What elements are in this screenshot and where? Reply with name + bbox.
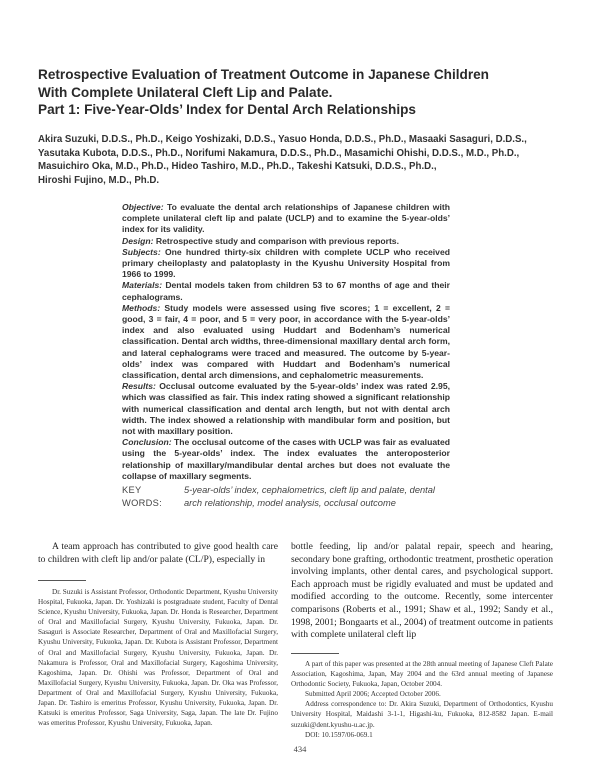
article-notes [291, 659, 553, 740]
results-text: Occlusal outcome evaluated by the 5-year-olds’ index was rated 2.95, which was classified as fair. This index rating showed a significant relationship with numerical classification and dental arch length, but not with dental arch width. The index showed a relationship with mandibular form and position, but not with maxillary position. [122, 381, 450, 437]
objective-label: Objective: [122, 202, 164, 212]
abstract-subjects [122, 247, 450, 281]
article-title [38, 66, 563, 119]
submission-dates: Submitted April 2006; Accepted October 2006. [305, 690, 441, 699]
authors-line-4: Hiroshi Fujino, M.D., Ph.D. [38, 175, 160, 187]
subjects-label: Subjects: [122, 246, 161, 257]
materials-text: Dental models taken from children 53 to 67 months of age and their cephalograms. [122, 280, 450, 302]
abstract-materials [122, 280, 450, 302]
keywords-label: KEY WORDS: [122, 485, 163, 508]
authors-line-3: Masuichiro Oka, M.D., Ph.D., Hideo Tashiro, M.D., Ph.D., Takeshi Katsuki, D.D.S., Ph.D., [38, 161, 437, 173]
authors-line-2: Yasutaka Kubota, D.D.S., Ph.D., Norifumi Nakamura, D.D.S., Ph.D., Masamichi Ohishi, D.D.S., M.D., Ph.D., [38, 147, 520, 159]
body-paragraph: bottle feeding, lip and/or palatal repair, speech and hearing, secondary bone grafting, orthodontic treatment, prosthetic operation involving implants, other dental cares, and psychological support. Each approach must be rigidly evaluated and must be updated and modified according to the outcome. Recently, some intercenter comparisons (Roberts et al., 1991; Shaw et al., 1992; Sandy et al., 1998, 2001; Bongaarts et al., 2004) of treatment outcome in patients with complete unilateral cleft lip [291, 541, 553, 641]
materials-label: Materials: [122, 280, 163, 291]
conclusion-label: Conclusion: [122, 437, 172, 448]
affiliations-footnote [38, 587, 278, 728]
footnote-divider [38, 580, 86, 581]
abstract-design [122, 236, 450, 247]
author-list [38, 133, 568, 188]
abstract [122, 202, 450, 482]
title-line-3: Part 1: Five-Year-Olds’ Index for Dental Arch Relationships [38, 102, 416, 117]
notes-divider [291, 653, 339, 654]
abstract-results [122, 381, 450, 437]
results-label: Results: [122, 381, 156, 392]
methods-label: Methods: [122, 302, 161, 313]
conclusion-text: The occlusal outcome of the cases with UCLP was fair as evaluated using the 5-year-olds’ index. The index evaluates the anteroposterior relationship of maxillary/mandibular dental arches but does not evaluate the collapse of maxillary segments. [122, 437, 450, 481]
keywords-text: 5-year-olds’ index, cephalometrics, cleft lip and palate, dental arch relationship, model analysis, occlusal outcome [184, 485, 435, 508]
design-text: Retrospective study and comparison with previous reports. [153, 235, 399, 246]
correspondence-address: Address correspondence to: Dr. Akira Suzuki, Department of Orthodontics, Kyushu University Hospital, Maidashi 3-1-1, Higashi-ku, Fukuoka, 812-8582 Japan. E-mail suzuki@dent.kyushu-u.ac.jp. [291, 700, 553, 729]
subjects-text: One hundred thirty-six children with complete UCLP who received primary cheiloplasty and palatoplasty in the Kyushu University Hospital from 1966 to 1999. [122, 246, 450, 280]
abstract-methods [122, 303, 450, 381]
abstract-conclusion [122, 437, 450, 482]
body-column-left [38, 541, 278, 566]
objective-text: To evaluate the dental arch relationships of Japanese children with complete unilateral cleft lip and palate (UCLP) and to examine the 5-year-olds’ index for its validity. [122, 202, 450, 235]
body-column-right [291, 541, 553, 642]
affiliations-text: Dr. Suzuki is Assistant Professor, Orthodontic Department, Kyushu University Hospital, Fukuoka, Japan. Dr. Yoshizaki is postgraduate student, Faculty of Dental Science, Kyushu University, Fukuoka, Japan. Dr. Honda is Researcher, Department of Oral and Maxillofacial Surgery, Kyushu University, Fukuoka, Japan. Dr. Sasaguri is Associate Researcher, Department of Oral and Maxillofacial Surgery, Kyushu University, Fukuoka, Japan. Dr. Kubota is Assistant Professor, Department of Oral and Maxillofacial Surgery, Kyushu University, Fukuoka, Japan. Dr. Nakamura is Professor, Oral and Maxillofacial Surgery, Kagoshima University, Kagoshima, Japan. Dr. Ohishi was Professor, Department of Oral and Maxillofacial Surgery, Kyushu University, Fukuoka, Japan. Dr. Oka was Professor, Department of Oral and Maxillofacial Surgery, Kyushu University, Fukuoka, Japan. Dr. Tashiro is emeritus Professor, Kyushu University, Fukuoka, Japan. Dr. Katsuki is emeritus Professor, Saga University, Saga, Japan. The late Dr. Fujino was emeritus Professor, Kyushu University, Fukuoka, Japan. [38, 588, 278, 728]
abstract-objective [122, 202, 450, 236]
page-number: 434 [293, 744, 307, 754]
methods-text: Study models were assessed using five scores; 1 = excellent, 2 = good, 3 = fair, 4 = poor, and 5 = very poor, in accordance with the 5-year-olds’ index and also evaluated using Huddart and Bodenham’s numerical classification. Dental arch widths, three-dimensional maxillary dental arch form, and lateral cephalograms were traced and measured. The outcome by 5-year-olds’ index was compared with Huddart and Bodenham’s numerical classification, dental arch dimensions, and cephalometric measurements. [122, 302, 450, 381]
presentation-note: A part of this paper was presented at the 28th annual meeting of Japanese Cleft Palate Association, Kagoshima, Japan, May 2004 and the 63rd annual meeting of Japanese Orthodontic Society, Fukuoka, Japan, October 2004. [291, 660, 553, 689]
doi: DOI: 10.1597/06-069.1 [305, 730, 373, 739]
title-line-1: Retrospective Evaluation of Treatment Outcome in Japanese Children [38, 67, 489, 82]
design-label: Design: [122, 235, 154, 246]
keywords [122, 484, 452, 510]
title-line-2: With Complete Unilateral Cleft Lip and Palate. [38, 84, 333, 100]
intro-paragraph: A team approach has contributed to give good health care to children with cleft lip and/or palate (CL/P), especially in [38, 541, 278, 565]
authors-line-1: Akira Suzuki, D.D.S., Ph.D., Keigo Yoshizaki, D.D.S., Yasuo Honda, D.D.S., Ph.D., Masaaki Sasaguri, D.D.S., [38, 134, 527, 145]
